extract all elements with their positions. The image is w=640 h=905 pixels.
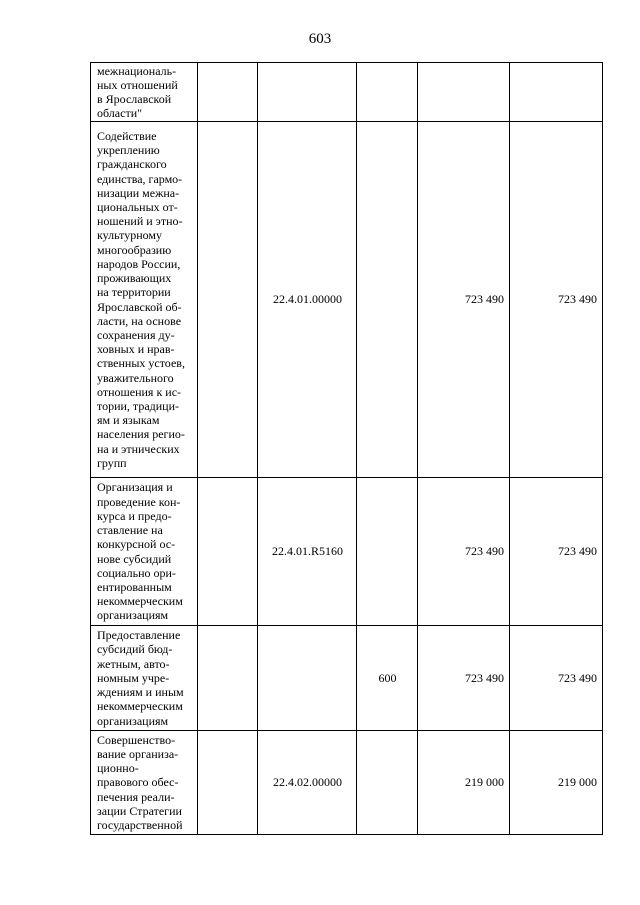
row-name-cell: межнациональ- ных отношений в Ярославской области": [91, 63, 198, 122]
table-row: [91, 63, 603, 122]
table-row: [91, 478, 603, 626]
empty-cell: [198, 626, 258, 731]
table-row: [91, 731, 603, 835]
row-sum1-cell: [418, 63, 510, 122]
budget-table: [90, 62, 603, 835]
row-sum1-cell: 219 000: [418, 731, 510, 835]
empty-cell: [198, 63, 258, 122]
empty-cell: [198, 122, 258, 478]
row-type-cell: 600: [357, 626, 418, 731]
row-code-cell: 22.4.01.00000: [258, 122, 357, 478]
table-row: [91, 626, 603, 731]
row-name-cell: Содействие укреплению гражданского единства, гармо- низации межна- циональных от- ношений и этно- культурному многообразию народов России, проживающих на территории Ярославской об- ласти, на основе сохранения ду- ховных и нрав- ственных устоев, уважительного отношения к ис- тории, традици- ям и языкам населения регио- на и этнических групп: [91, 122, 198, 478]
empty-cell: [198, 478, 258, 626]
row-sum2-cell: 723 490: [510, 626, 603, 731]
row-type-cell: [357, 478, 418, 626]
table-row: [91, 122, 603, 478]
empty-cell: [198, 731, 258, 835]
row-sum2-cell: 723 490: [510, 122, 603, 478]
row-name-cell: Совершенство- вание организа- ционно- правового обес- печения реали- зации Стратегии государственной: [91, 731, 198, 835]
row-type-cell: [357, 122, 418, 478]
row-code-cell: 22.4.01.R5160: [258, 478, 357, 626]
row-sum1-cell: 723 490: [418, 122, 510, 478]
row-sum1-cell: 723 490: [418, 626, 510, 731]
row-sum2-cell: [510, 63, 603, 122]
row-code-cell: [258, 626, 357, 731]
row-name-cell: Организация и проведение кон- курса и предо- ставление на конкурсной ос- нове субсидий социально ори- ентированным некоммерческим организациям: [91, 478, 198, 626]
row-code-cell: 22.4.02.00000: [258, 731, 357, 835]
row-name-cell: Предоставление субсидий бюд- жетным, авто- номным учре- ждениям и иным некоммерческим организациям: [91, 626, 198, 731]
page-number: 603: [308, 31, 332, 47]
row-type-cell: [357, 63, 418, 122]
row-sum2-cell: 219 000: [510, 731, 603, 835]
row-sum2-cell: 723 490: [510, 478, 603, 626]
row-type-cell: [357, 731, 418, 835]
row-sum1-cell: 723 490: [418, 478, 510, 626]
row-code-cell: [258, 63, 357, 122]
